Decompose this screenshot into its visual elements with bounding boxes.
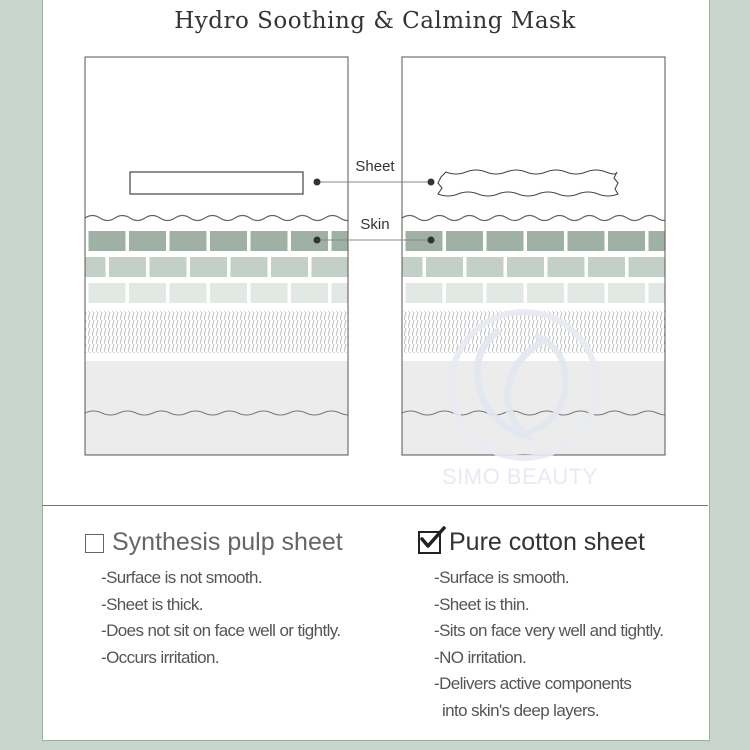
skin-cell bbox=[608, 283, 645, 303]
skin-cell bbox=[527, 231, 564, 251]
list-item: - Sheet is thick. bbox=[101, 592, 343, 619]
skin-cell bbox=[332, 231, 369, 251]
skin-cell bbox=[210, 231, 247, 251]
thin-wavy-sheet bbox=[438, 170, 618, 196]
skin-cell bbox=[568, 231, 605, 251]
skin-label: Skin bbox=[360, 216, 390, 233]
skin-cell bbox=[406, 231, 443, 251]
skin-cell bbox=[48, 283, 85, 303]
skin-cell bbox=[426, 257, 463, 277]
skin-cell bbox=[312, 257, 349, 277]
sheet-label: Sheet bbox=[355, 158, 395, 175]
cotton-heading-text: Pure cotton sheet bbox=[449, 528, 645, 556]
list-item: - Occurs irritation. bbox=[101, 645, 343, 672]
basal-layer bbox=[85, 311, 348, 353]
skin-cell bbox=[487, 231, 524, 251]
skin-cell bbox=[649, 283, 686, 303]
list-item: - Sheet is thin. bbox=[434, 592, 663, 619]
skin-cell bbox=[291, 283, 328, 303]
skin-cell bbox=[109, 257, 146, 277]
skin-cell bbox=[386, 257, 423, 277]
skin-dot-left bbox=[314, 237, 321, 244]
sheet-dot-left bbox=[314, 179, 321, 186]
sheet-dot-right bbox=[428, 179, 435, 186]
cotton-points bbox=[418, 565, 663, 724]
skin-cell bbox=[507, 257, 544, 277]
skin-cell bbox=[129, 283, 166, 303]
list-item: - NO irritation. bbox=[434, 645, 663, 672]
skin-cell bbox=[345, 257, 382, 277]
skin-cell bbox=[467, 257, 504, 277]
synthesis-heading-text: Synthesis pulp sheet bbox=[112, 528, 343, 556]
synthesis-heading bbox=[85, 528, 343, 557]
skin-cell bbox=[608, 231, 645, 251]
cotton-column bbox=[418, 528, 663, 724]
skin-cell bbox=[365, 231, 402, 251]
list-item-continuation: into skin's deep layers. bbox=[442, 700, 600, 720]
skin-cell bbox=[629, 257, 666, 277]
watermark-text: SIMO BEAUTY bbox=[442, 464, 598, 489]
synthesis-panel bbox=[28, 57, 378, 455]
skin-cell bbox=[446, 283, 483, 303]
skin-cell bbox=[210, 283, 247, 303]
skin-cell bbox=[28, 257, 65, 277]
skin-cell bbox=[446, 231, 483, 251]
skin-cell bbox=[48, 231, 85, 251]
list-item: - Delivers active components bbox=[434, 671, 663, 698]
list-item: - Surface is smooth. bbox=[434, 565, 663, 592]
skin-cell bbox=[170, 283, 207, 303]
skin-cell bbox=[365, 283, 402, 303]
skin-cell bbox=[150, 257, 187, 277]
skin-cell bbox=[588, 257, 625, 277]
list-item: - Does not sit on face well or tightly. bbox=[101, 618, 343, 645]
skin-cell bbox=[251, 231, 288, 251]
skin-cell bbox=[548, 257, 585, 277]
empty-checkbox-icon bbox=[85, 534, 104, 553]
skin-cell bbox=[527, 283, 564, 303]
skin-cell bbox=[487, 283, 524, 303]
skin-cell bbox=[332, 283, 369, 303]
thick-sheet bbox=[130, 172, 303, 194]
skin-cell bbox=[568, 283, 605, 303]
section-divider bbox=[42, 505, 708, 506]
skin-cell bbox=[291, 231, 328, 251]
skin-cell bbox=[89, 283, 126, 303]
skin-cell bbox=[649, 231, 686, 251]
synthesis-points bbox=[85, 565, 343, 671]
checked-checkbox-icon bbox=[418, 531, 441, 554]
skin-cell bbox=[231, 257, 268, 277]
synthesis-column bbox=[85, 528, 343, 671]
cotton-heading bbox=[418, 528, 663, 557]
list-item: - Sits on face very well and tightly. bbox=[434, 618, 663, 645]
skin-cell bbox=[406, 283, 443, 303]
dermis-layer bbox=[85, 361, 348, 455]
page-title: Hydro Soothing & Calming Mask bbox=[174, 8, 576, 34]
skin-dot-right bbox=[428, 237, 435, 244]
skin-cell bbox=[170, 231, 207, 251]
skin-cell bbox=[190, 257, 227, 277]
cotton-panel bbox=[345, 57, 695, 455]
skin-cell bbox=[251, 283, 288, 303]
skin-cell bbox=[271, 257, 308, 277]
list-item: - Surface is not smooth. bbox=[101, 565, 343, 592]
skin-cell bbox=[69, 257, 106, 277]
skin-cell bbox=[129, 231, 166, 251]
skin-cell bbox=[89, 231, 126, 251]
